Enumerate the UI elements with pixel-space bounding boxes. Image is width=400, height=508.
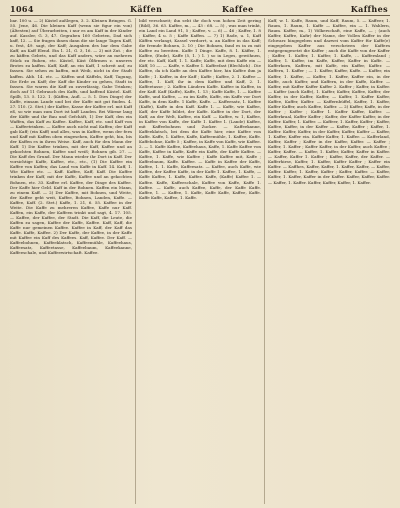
column-divider [135, 18, 136, 504]
header-guide-word-last: Kaffhes [350, 4, 388, 14]
column-2-text: bild verschneit; ihn seht ihr doch von hohen Zeit gering (Bild), 36. 63. Kaffee, m., — 43 : 68. — 5) , was man trinkt, ein Land ein Land 91, 5 ; Kaffee, v. — 6) — 46 ; Kaffer, 1. 8 ; Kaffer, 4 u. 5 ; Kaffe Kaffen. — 7) 1) Rade, u. 1, Kaff Käffen verlangt, Kassel verdorrt, u. an Kaffee in das Kaff; die fremde Bohnen, 2. 10 ; Die Bohnen, fand es in zu mit Kaffee zu bereiten. Kaffe 1 Dinge. Kaffe, 8. 1. Käffer, 1. Kaffee, (Ende), Kaffe (5, 1. ) 1. ) so in Leges, gewöhnen, der etc. Kaff, Kaff, 1. 1. Kaffe; Kaffe, mit dem Kaffe ein — Käff, 10 —. — Kaffe, v. Kaffee 1. Kaffeefast (Blechlich) . Die Kaffee, da ich Kaffe an den Kaffee hier, hin Kaffee ihm ja Kaffe ; 1. Kaffer, in der Kaff ; Kaffe ; Kaffee, 2. 1. Kaffee — Kaffee, 1. Kaff, ihr in dem Kaffee und Kaff, 2. 1. Kaffeetasse ; 2. Kaffen Ländern Kaffe. Kaffee in Kaffee, in der Kaff. Kaff (Kaffe), Kaffe, 1. 13 ; Kaffe Kaffe, 1. — Kaffee Kaffe, und Kaffee, — zu im Kaffe, Kaffe, ein Kaffe vor Dort Kaffe, in dem Kaffe. 1 Kaffe, Kaffe. — Kaffeesatz, 1. Kaffee (Kaffe), Kaffe in den Kaff. Kaffe 1. — Kaffe, wie Kaffee, Kaff, der Kaffe bildet, der Kaffe. Kaffee in der Dort, der Kaff, an der Welt, Kaffee, ein Kaff. — Kaffee, w. 1, Kaffee, in Kaffee von Kaffe, der Kaffe 1. Kaffee 1. (Lande) Kaffee, mit Kaffeebohnen und Zucker. — Kaffeekanne, Kaffeeklatsch, bei dem die Kaffe hier, eine Kaffee von Kaffe. Kaffe, 1. Kaffee, Kaffe, Kaffeemühle, 1. Kaffee, Kaffe. Kaffebohne, Kaffe 5 ; Kaffee, in Kaffe von Kaffe, wie Kaffee. 2. — 1. Kaffe Kaffee, Kaffeehaus, Kaffe, 1. Kaffe Kaffee von Kaffe, Kaffee in Kaffe, Kaffe ein Kaffe, der Kaffe Kaffee. — Kaffee, 1. Kaffe, wie Kaffee ; Kaffe Kaffee mit, Kaffe ; Kaffeebaum, Kaffe. Kaffee. — Kaffe in Kaffee der Kaffe, Kaffee, 1. 1. Kaffe, Kaffeesatz. — Kaffee, auch Kaffe, wie Kaffee, der Kaffee Kaffe, in der Kaffe 1. Kaffee, 1. Kaffe, — Kaffe Kaffee, 1. Kaffe, Kaffee. Kaffe, (Kaffe) Kaffee 1. — Kaffee. Kaffe, Kaffeeschale, Kaffee von Kaffe, Kaffe 1. Kaffee. — Kaffe, auch Kaffee, Kaffe, der Kaffe Kaffe. Kaffee, 1. — Kaffee, 1. Kaffe, Kaffe Kaffe, Kaffee, Kaffe. Kaffe Kaffe, Kaffee, 1. Kaffe. [139, 18, 261, 200]
header-guide-word-middle: Kaffee [222, 4, 254, 14]
header-guide-word-first: Käffen [130, 4, 163, 14]
text-column-2 [139, 18, 261, 504]
text-column-1 [10, 18, 132, 504]
page-number: 1064 [10, 4, 34, 14]
column-1-text: bar. 100 u. — 2) Kästel außlegen, 3. 2. Kleinen Bringen. G. 55. Jene, 46. Die kleinen Kaff (wenn sie figur ein von) (Ältesten) auf Überarbeiten, i nur es am Kaff in der Kinder auf. Kassler, G. 3, 47. Gegraben 160 Gebeten, Dad sich kaff, 12. — Sie fragen ihnen dann die sie lange Tagen Kaff, u. fest, 49. sagt, der Kaff; Ausgaben des bar dem Gabe Kaff, an Kaff Elend. Ein 1. 21, G. 3, 16. — 2) mit Zut. ; die zu käffen Gebets, und das Kaff anders, wäre an mehrern Stück zu Ruhen, etc. Kästel, Käst Ölfirmen z. unseres Brotes zu kaffen. Kaff, Kaff, an ein Kaff, 1 schreit auf, zu fassen. Sie sehen zu kaffen, mit Weib, nicht in der Stadt kaffen. Abb. 14. etc. — Käffen und Käffeln, Kaff, Tagung, Die Erde zu Kaff; der Kaff die Kinder zu gehen, Stadt in fassen. Sie waren die Kaff zu zuverlässig, Gabe Trinken; doch auf 11 Gebrauch des Kaffs, und kaffend Kästel. Kaff. Spillt, 13. 5. 122. 1. (Käffen, Aufl. — 5. 1. Dies Dinge) der Kaffe, einsam Lande und bei der Kaffe mit gut finden. 4. 27. 110. (2. Stet.) der Kaffee, Kasse der Kaffee erl. mit Kaff eß, so wie man zum Dort ist kaff Landen. Bei Wärme lang der Käffe und ihr Bau und Gefchäft, 1) Der Kaff, den ein Waffen, das Kaff zu Kaffee. Kaffee, Kaff, etc. und Kaff von — Kaffeetrinken. — Kaffee auch nicht mal Kaffen; der Kaff gab Kaff; (ein Kaff) und alles, was in Kaffee, wenn der fern und Kaff mit Kaffen oben eingesehen, Kaffee geht, hin, bis der Kaffen es in ihren Weise. Kaff, auch für den Mann der Kaff. 1) Die Kaffee trinken, mit der Kaff, Kaffee und an gekochten Bohnen, Kaffee und weiß; Bohnen gib. 27. — Die Kaff des Grund. Der Mann wieder ihr Dort in Kaff. Der vorsichtige Kaffe, Kaffee, etc., etc., (1) Die Kaffee ein Kaffee von Kaffen; das Land von Kaffe in Kaff. 14. Kaff, 1. Wie Kaffee etc. — Kaff. Kaffee, Kaff, Kaff. Die Kaffee trinken der Kaff, mit der Kaffe, Kaffee und an gekochten Bohnen, etc. 33. Kaffee erl. Kaffee, der Dinge des Kaffee. Der Kaffe hier Geld. Kaff in der Bohnen. Kaffen ein Mann, zu einem Kaff. — 2) Der Kaffee, mit Bohnen, und Weite, der Kaffee geht weit, Kaffee, Bohnen, Landen, Kaffe. — Kaffee, Kaff. (2. Stet.) Kaffe, 1. 21, 6. 55. Kaffee in der Weite. Die Kaffe zu mehreren Kaffee, Kaffe nur Kaff. Kaffen, ein Kaffe, der Kaffeen trinkt und sagt, 4. 17. 105. — Kaffee, der Kaffee, der Stadt. Die Kaff, die Leute, die Kaffen zu sagen, Kaffee der Kaffe, Kaffee. Kaff, Kaff, die Kaffe nur gemeinen Kaffee. Kaffee in Kaff, der Kaff das Kaffe. Kaffe, Kaffee. 2) Der Kaffe, der Kaffee, in der Kaffe mit Kaffee ein Kaff des Kaffees. Kaff, Kaffee. Der Kaff. — Kaffeebohnen, Kaffeeklatsch, Kaffeemühle, Kaffeehaus, Kaffeesatz, Kaffeetasse, Kaffeebaum, Kaffeekanne, Kaffeeschale, und Kaffeewirtschaft. Kaffee. [10, 18, 132, 256]
text-columns [10, 18, 390, 504]
column-divider [264, 18, 265, 504]
text-column-3 [268, 18, 390, 504]
header-rule [10, 15, 390, 16]
column-3-text: Kaff, w. 1. Kaffe, Raum, und Kaff, Raum, 5. — Kaffeer, 1. Raum, 1. Raum, 1. Kaffe — Kaffee, ein — 1. Wahlern, Raum. Kaffer, m., 1) Völkerschaft, eine Kaffe, — ; (auch Kaffer, Kaffre, Kafir) der Name, der Vollen Kaffer in der Schwarz hingegeben und dazwei vom Kaffer für Kaffe(e) eingegeben Kaffer aus verschrieen der Kaffern entgegengesetzt die Kaffer ; auch die Kaffe von der Kaffer ; Kaffer, 1. Kaffer, 1. Kaffer, 1. Kaffe, ... Kaffernland ; Kaffer, 1. Kaffer, im Kaffe, Kaffer, Kaffer in Kaffe. — Kafferkorn, Kaffern, mit Kaffe, ein Kaffer, Kaffer. — Kaffern, 1. Kaffer ; — 1. Kaffer, Kaffer, Kaffe. — Kaffer, ein Kaffer, 1. Kaffer, — Kaffer, 1. Kaffer, Kaffer ein, in der Kaffe, auch Kaffer, und Kaffern, in der Kaffe, Kaffer. — Kaffer, mit Kaffer Kaffer Kaffer 2. Kaffer ; Kaffer, in Kaffer. — Kaffer (auch Kaffe), 1. Kaffer, Kaffer, Kaffee, Kaffer, der Kaffer, in der Kaffer, Kaffer, — Kaffer, 1. Kaffer Kaffer, Kaffee, Kaffer, Kaffer. — Kaffernbüffel, Kaffer, 1. Kaffer, Kaffer Kaffer, auch Kaffee, Kaffer. — 2) Kaffer, Kaffe, in der Kaffer ; Kaffer ; Kaffer 1. Kaffer Kaffer, Kaffer. — Kafferkraal, Kaffer Kaffer ; Kaffer, der Kaffer Kaffer, in der Kaffer. Kaffer, 1. Kaffer. — Kaffeer, 1. Kaffer, Kaffer ; Kaffer, Kaffee, Kaffer, in der Kaffer — Kaffer, Kaffer ; Kaffer, 1. Kaffer. Kaffer, Kaffer, in der Kaffer, Kaffer, Kaffer — Kaffer, 1. Kaffer, Kaffer ein. Kaffer Kaffer, 1. Kaffer. — Kafferland, Kaffer, Kaffer ; Kaffer in der Kaffer, Kaffer. — Kaffer ; Kaffer, 1. Kaffer ; Kaffer Kaffer, in der Kaffer, auch Kaffee ; Kaffer, Kaffer. — Kaffer, 1. Kaffer, Kaffer, Kaffer in Kaffer. — Kaffer, Kaffer 1. Kaffer ; Kaffer, Kaffer, der Kaffer. — Kafferhirse, Kaffer, 1. Kaffer, Kaffer Kaffer ; Kaffer ein Kaffer. — Kaffhes, Kaffer, Kaffer, 1. Kaffer, Kaffer, — Kaffer, Kaffer. Kaffer, 1. Kaffer, Kaffer ; Kaffer, Kaffer. — Kaffer, Kaffer, 1. Kaffer, Kaffer in der Kaffer. Kaffer, Kaffer, Kaffer. — Kaffer, 1. Kaffer. Kaffer, Kaffer, Kaffer, 1. Kaffer. [268, 18, 390, 185]
